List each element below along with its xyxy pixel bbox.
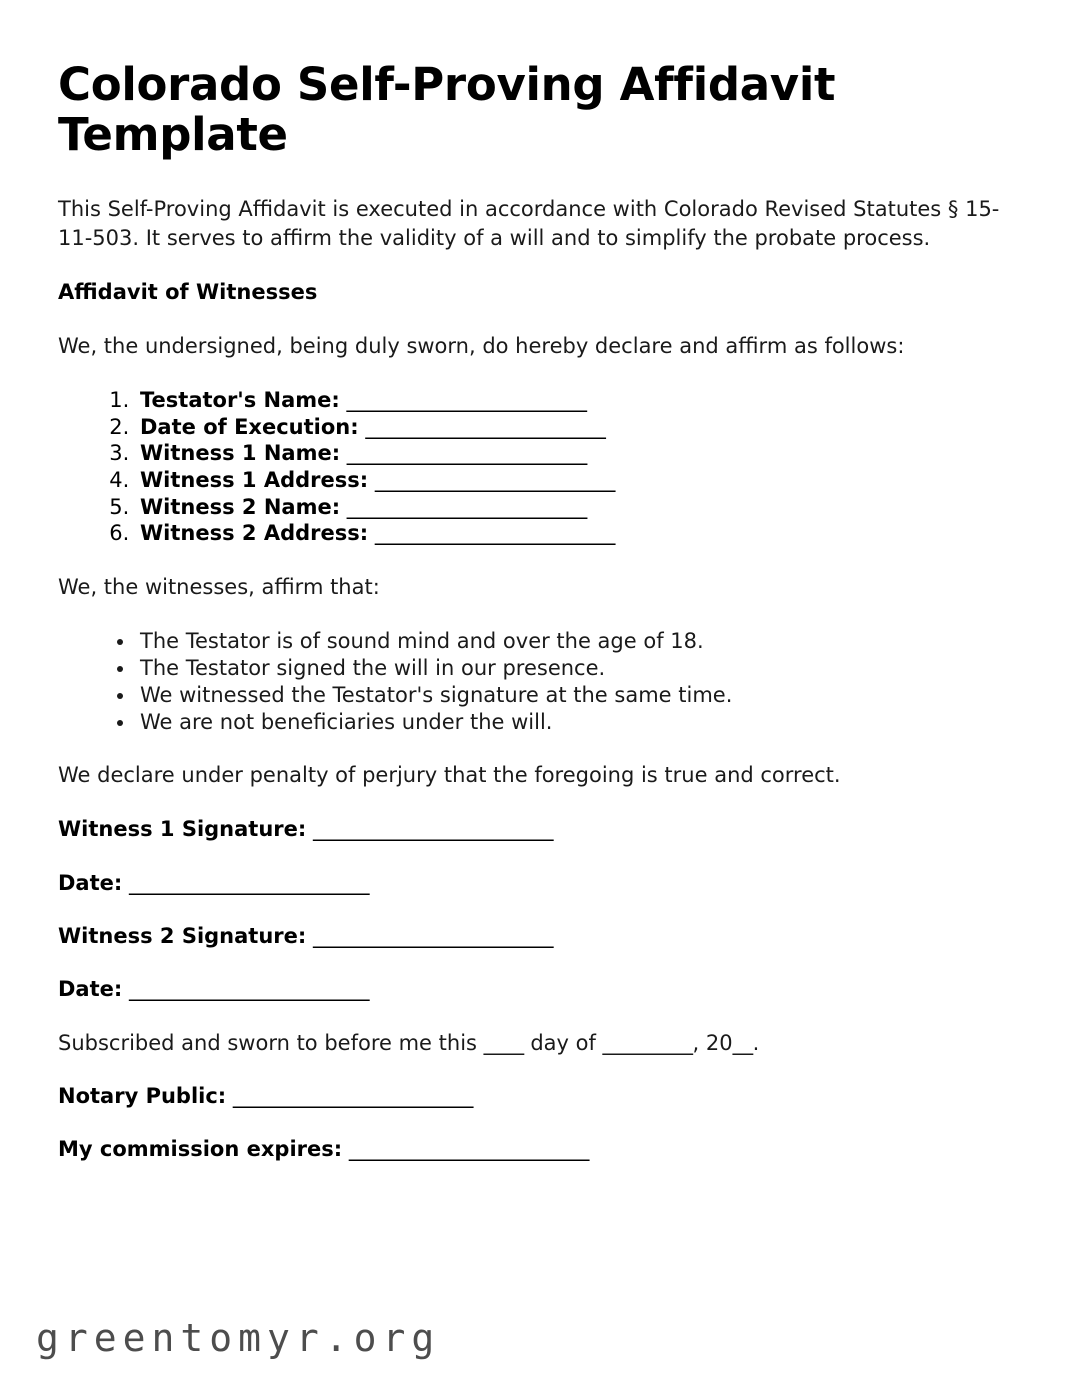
list-item: • We witnessed the Testator's signature at the same time. bbox=[136, 682, 1003, 709]
list-item: • We are not beneficiaries under the will. bbox=[136, 709, 1003, 736]
field-label: Witness 1 Name: bbox=[140, 441, 341, 466]
field-blank-line[interactable]: ________________________ bbox=[346, 494, 587, 519]
declaration-intro-paragraph: We, the undersigned, being duly sworn, do hereby declare and affirm as follows: bbox=[58, 334, 905, 359]
field-label: Testator's Name: bbox=[140, 387, 340, 412]
sworn-text-part-2: day of bbox=[523, 1030, 603, 1055]
field-blank-line[interactable]: ________________________ bbox=[346, 387, 587, 412]
notary-public-label: Notary Public: bbox=[58, 1083, 227, 1108]
sworn-month-blank[interactable]: _________ bbox=[602, 1030, 693, 1055]
commission-expires-line bbox=[58, 1136, 1003, 1163]
date-label: Date: bbox=[58, 870, 123, 895]
commission-expires-blank-line[interactable]: ________________________ bbox=[348, 1137, 589, 1162]
footer-watermark: greentomyr.org bbox=[36, 1316, 441, 1360]
list-item bbox=[136, 414, 1003, 441]
commission-expires-label: My commission expires: bbox=[58, 1137, 343, 1162]
witness-2-date-line bbox=[58, 976, 1003, 1003]
sworn-day-blank[interactable]: ____ bbox=[483, 1030, 524, 1055]
field-blank-line[interactable]: ________________________ bbox=[346, 441, 587, 466]
field-label: Witness 1 Address: bbox=[140, 467, 369, 492]
witness-affirmation-list bbox=[58, 628, 1003, 736]
list-item bbox=[136, 440, 1003, 467]
signature-blank-line[interactable]: ________________________ bbox=[312, 817, 553, 842]
field-label: Witness 2 Name: bbox=[140, 494, 341, 519]
page-title: Colorado Self-Proving Affidavit Template bbox=[58, 58, 836, 162]
subscribed-and-sworn-line bbox=[58, 1030, 1003, 1057]
field-label: Date of Execution: bbox=[140, 414, 359, 439]
date-label: Date: bbox=[58, 977, 123, 1002]
sworn-text-part-4: . bbox=[752, 1030, 760, 1055]
list-item: • The Testator signed the will in our presence. bbox=[136, 655, 1003, 682]
list-item bbox=[136, 520, 1003, 547]
witness-1-date-line bbox=[58, 870, 1003, 897]
witness-1-signature-line bbox=[58, 816, 1003, 843]
signature-label: Witness 1 Signature: bbox=[58, 817, 307, 842]
affirmation-intro-paragraph: We, the witnesses, affirm that: bbox=[58, 574, 380, 599]
document-content bbox=[58, 60, 1003, 1189]
witness-2-signature-line bbox=[58, 923, 1003, 950]
list-item bbox=[136, 387, 1003, 414]
sworn-text-part-3: , 20 bbox=[692, 1030, 733, 1055]
signature-label: Witness 2 Signature: bbox=[58, 923, 307, 948]
field-blank-line[interactable]: ________________________ bbox=[365, 414, 606, 439]
sworn-year-blank[interactable]: __ bbox=[732, 1030, 753, 1055]
list-item bbox=[136, 467, 1003, 494]
date-blank-line[interactable]: ________________________ bbox=[128, 977, 369, 1002]
notary-public-line bbox=[58, 1083, 1003, 1110]
testator-witness-field-list bbox=[58, 387, 1003, 547]
sworn-text-part-1: Subscribed and sworn to before me this bbox=[58, 1030, 484, 1055]
list-item bbox=[136, 494, 1003, 521]
date-blank-line[interactable]: ________________________ bbox=[128, 870, 369, 895]
list-item: • The Testator is of sound mind and over the age of 18. bbox=[136, 628, 1003, 655]
section-heading-affidavit-of-witnesses: Affidavit of Witnesses bbox=[58, 279, 318, 304]
perjury-statement-paragraph: We declare under penalty of perjury that the foregoing is true and correct. bbox=[58, 763, 841, 788]
signature-blank-line[interactable]: ________________________ bbox=[312, 923, 553, 948]
intro-paragraph: This Self-Proving Affidavit is executed in accordance with Colorado Revised Statutes § 15-11-503. It serves to affirm the validity of a will and to simplify the probate process. bbox=[58, 196, 1000, 250]
notary-public-blank-line[interactable]: ________________________ bbox=[232, 1083, 473, 1108]
field-blank-line[interactable]: ________________________ bbox=[374, 521, 615, 546]
field-label: Witness 2 Address: bbox=[140, 521, 369, 546]
field-blank-line[interactable]: ________________________ bbox=[374, 467, 615, 492]
